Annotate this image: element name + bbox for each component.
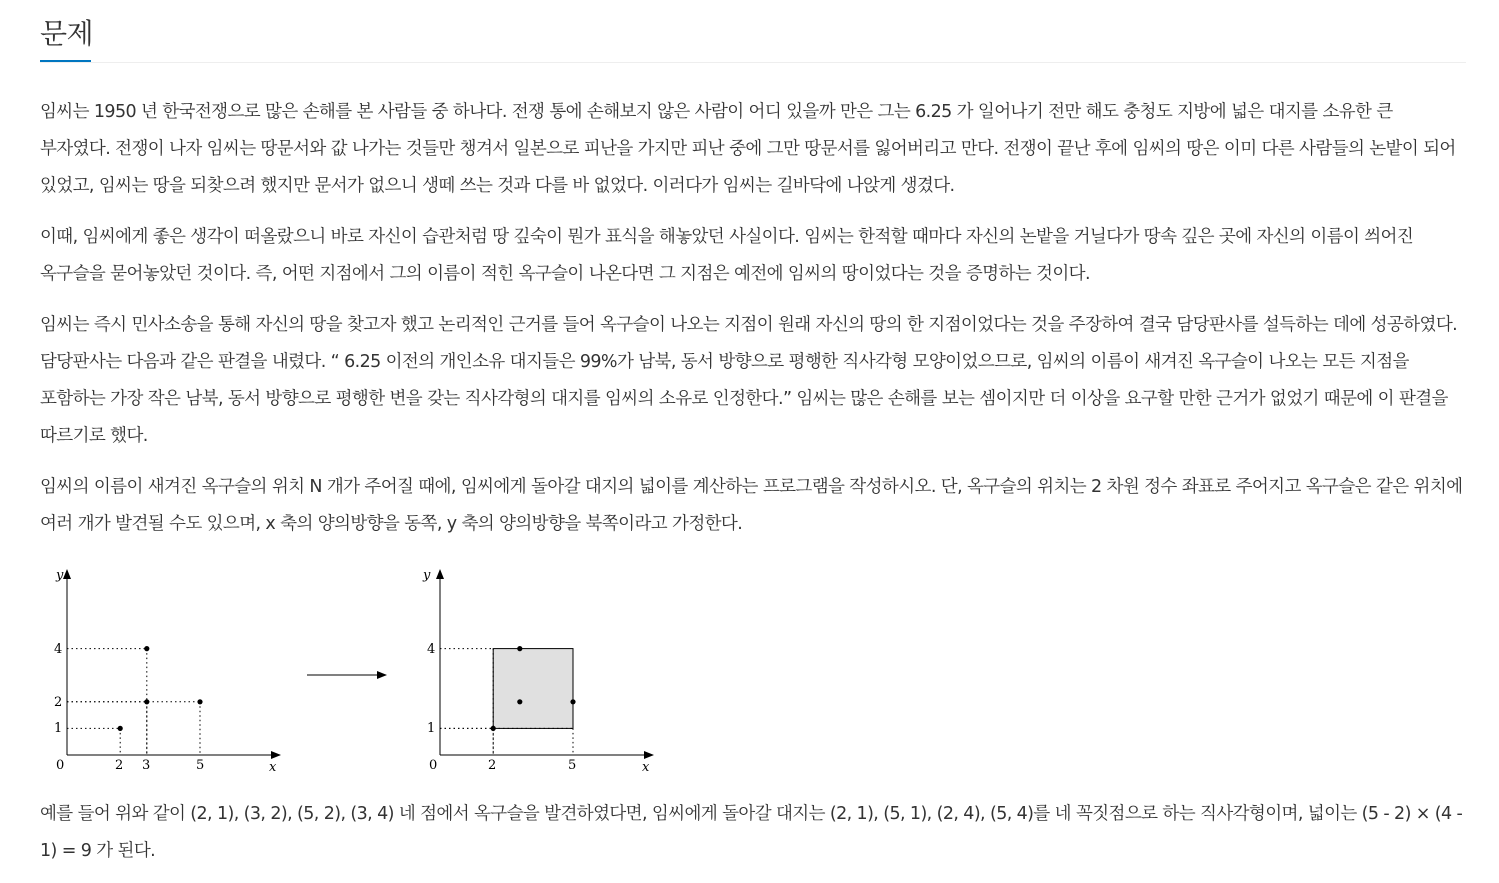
left-x-axis-label: x <box>269 760 277 775</box>
right-x-axis-label: x <box>642 760 650 775</box>
paragraph-ruling: 임씨는 즉시 민사소송을 통해 자신의 땅을 찾고자 했고 논리적인 근거를 들어 옥구슬이 나오는 지점이 원래 자신의 땅의 한 지점이었다는 것을 주장하여 결국 담당판사를 설득하는 데에 성공하였다. 담당판사는 다음과 같은 판결을 내렸다. “ 6.25 이전의 개인소유 대지들은 99%가 남북, 동서 방향으로 평행한 직사각형 모양이었으므로, 임씨의 이름이 새겨진 옥구슬이 나오는 모든 지점을 포함하는 가장 작은 남북, 동서 방향으로 평행한 변을 갖는 직사각형의 대지를 임씨의 소유로 인정한다.” 임씨는 많은 손해를 보는 셈이지만 더 이상을 요구할 만한 근거가 없었기 때문에 이 판결을 따르기로 했다. <box>40 315 1458 446</box>
right-point <box>491 726 496 731</box>
left-y-tick-2: 2 <box>54 695 63 710</box>
left-point <box>118 726 123 731</box>
paragraph-idea: 이때, 임씨에게 좋은 생각이 떠올랐으니 바로 자신이 습관처럼 땅 깊숙이 뭔가 표식을 해놓았던 사실이다. 임씨는 한적할 때마다 자신의 논밭을 거닐다가 땅속 깊은 곳에 자신의 이름이 씌어진 옥구슬을 묻어놓았던 것이다. 즉, 어떤 지점에서 그의 이름이 적힌 옥구슬이 나온다면 그 지점은 예전에 임씨의 땅이었다는 것을 증명하는 것이다. <box>40 227 1414 284</box>
left-point <box>144 646 149 651</box>
paragraph-task: 임씨의 이름이 새겨진 옥구슬의 위치 N 개가 주어질 때에, 임씨에게 돌아갈 대지의 넓이를 계산하는 프로그램을 작성하시오. 단, 옥구슬의 위치는 2 차원 정수 좌표로 주어지고 옥구슬은 같은 위치에 여러 개가 발견될 수도 있으며, x 축의 양의방향을 동쪽, y 축의 양의방향을 북쪽이라고 가정한다. <box>40 477 1463 534</box>
left-y-tick-1: 1 <box>54 721 63 736</box>
right-origin-label: 0 <box>429 758 438 773</box>
left-points <box>118 646 203 731</box>
problem-description <box>40 94 1466 557</box>
left-point <box>144 699 149 704</box>
paragraph-intro: 임씨는 1950 년 한국전쟁으로 많은 손해를 본 사람들 중 하나다. 전쟁 통에 손해보지 않은 사람이 어디 있을까 만은 그는 6.25 가 일어나기 전만 해도 충청도 지방에 넓은 대지를 소유한 큰 부자였다. 전쟁이 나자 임씨는 땅문서와 값 나가는 것들만 챙겨서 일본으로 피난을 가지만 피난 중에 그만 땅문서를 잃어버리고 만다. 전쟁이 끝난 후에 임씨의 땅은 이미 다른 사람들의 논밭이 되어 있었고, 임씨는 땅을 되찾으려 했지만 문서가 없으니 생떼 쓰는 것과 다를 바 없었다. 이러다가 임씨는 길바닥에 나앉게 생겼다. <box>40 102 1456 196</box>
right-point <box>517 699 522 704</box>
left-y-axis-label: y <box>56 568 64 583</box>
left-x-tick-3: 3 <box>142 758 151 773</box>
left-point <box>197 699 202 704</box>
right-y-tick-1: 1 <box>427 721 436 736</box>
title-underline <box>40 60 91 62</box>
example-figure <box>40 560 680 780</box>
page-title: 문제 <box>40 17 94 50</box>
section-header <box>40 0 1466 63</box>
right-plot <box>422 568 653 775</box>
example-explanation: 예를 들어 위와 같이 (2, 1), (3, 2), (5, 2), (3, 4) 네 점에서 옥구슬을 발견하였다면, 임씨에게 돌아갈 대지는 (2, 1), (5, 1), (2, 4), (5, 4)를 네 꼭짓점으로 하는 직사각형이며, 넓이는 (5 - 2) × (4 - 1) = 9 가 된다. <box>40 804 1463 861</box>
left-x-tick-2: 2 <box>115 758 124 773</box>
right-y-axis-label: y <box>423 568 431 583</box>
left-guide-lines <box>67 649 200 755</box>
right-x-tick-2: 2 <box>488 758 497 773</box>
right-point <box>570 699 575 704</box>
right-point <box>517 646 522 651</box>
left-origin-label: 0 <box>56 758 65 773</box>
left-plot <box>54 568 280 775</box>
left-y-tick-4: 4 <box>54 642 63 657</box>
land-rectangle <box>493 649 573 729</box>
left-x-tick-5: 5 <box>196 758 205 773</box>
right-x-tick-5: 5 <box>568 758 577 773</box>
example-figure-svg <box>40 560 680 780</box>
right-y-tick-4: 4 <box>427 642 436 657</box>
